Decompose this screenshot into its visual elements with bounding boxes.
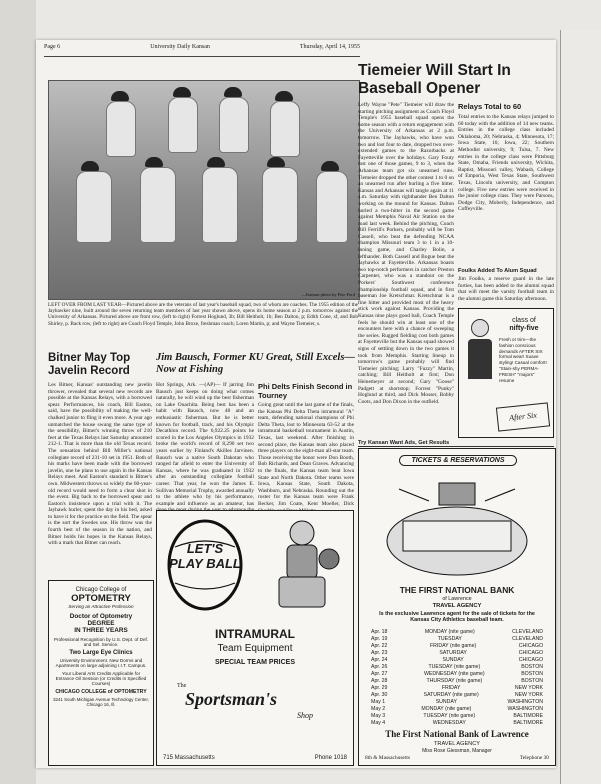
- schedule-date: May 4: [371, 720, 386, 726]
- schedule-date: Apr. 23: [371, 650, 388, 656]
- photo-credit: —Kansan photo by Pete Ford: [301, 292, 355, 297]
- bank-agency: TRAVEL AGENCY: [432, 603, 482, 609]
- bausch-story: Hot Springs, Ark. —(AP)— If jarring Jim Bausch just keeps on doing what comes naturally, he will wind up the best fisherman on Lake Ouachita. Being best has been a habit with Bausch, now 48 and an enthusiastic fisherman. But he is better known for football, track, and his Olympic Decathlon record. The 6,922.25 points he scored in the Los Angeles Olympics in 1932 broke the world's record of 8,290 set two years earlier by Finland's Akilles Jarvinen. Bausch was a native South Dakotan who ranged far afield to enter the University of Kansas, where he was graduated in 1932 after an outstanding collegiate football career. That year, he won the James E. Sullivan Memorial Trophy, awarded annually to the athlete who by his performance, example and influence as an amateur, has: [156, 382, 255, 507]
- bank-blurb: Is the exclusive Lawrence agent for the sale of tickets for the Kansas City Athletics baseball team.: [379, 611, 535, 623]
- schedule-team: CHICAGO: [518, 650, 543, 656]
- page-header: [44, 44, 360, 57]
- player-figure: [140, 167, 176, 243]
- schedule-day: WEDNESDAY (nite game): [424, 671, 485, 677]
- schedule-team: BALTIMORE: [513, 720, 543, 726]
- lets-play-ball-slogan: LET'S PLAY BALL: [169, 541, 241, 571]
- player-cap: [275, 91, 293, 101]
- player-cap: [207, 157, 225, 167]
- schedule-row: [371, 720, 543, 727]
- bank-ad: [358, 448, 556, 766]
- player-cap: [111, 91, 129, 101]
- catcher-illustration: [257, 515, 347, 615]
- player-cap: [267, 157, 285, 167]
- player-figure: [316, 171, 348, 243]
- bank-footer-title: The First National Bank of Lawrence: [385, 729, 529, 739]
- schedule-team: CLEVELAND: [512, 629, 543, 635]
- optometry-serving: Serving an Attractive Profession: [68, 604, 134, 609]
- schedule-team: NEW YORK: [514, 685, 543, 691]
- bitner-headline: Bitner May Top Javelin Record: [48, 352, 131, 377]
- after-six-ad: [458, 308, 554, 438]
- optometry-degree2: DEGREE: [87, 620, 115, 627]
- schedule-team: CHICAGO: [518, 643, 543, 649]
- schedule-date: Apr. 19: [371, 636, 388, 642]
- schedule-team: WASHINGTON: [507, 706, 543, 712]
- schedule-row: [371, 643, 543, 650]
- schedule-date: Apr. 28: [371, 678, 388, 684]
- optometry-accredited: Professional Recognition by U.S. Dept. of Def. and Sel. Service.: [53, 637, 149, 647]
- schedule-date: May 1: [371, 699, 386, 705]
- player-cap: [173, 87, 191, 97]
- schedule-row: [371, 699, 543, 706]
- tiemeier-story: Leffy Wayne "Pete" Tiemeier will draw the starting pitching assignment as Coach Floyd Temple's 1955 baseball squad opens the home season with a return engagement with the University of Arkansas at 2 p.m. tomorrow. The Jayhawks, who have won two and lost four to date, dropped two over-extended games to the Razorbacks at Fayetteville over the holidays. Gary Fouty lost one of those games, 9 to 3, when the Arkansas team got six unearned runs. Tiemeier dropped the other contest 1 to 0 on an unearned run after hurling a five hitter. Kansas and Arkansas will tangle again at 11 a.m. Saturday with righthander Ben Dalton working on the mound for Kansas. Dalton hurled a two-hitter in the second game against Memphis Naval Air Station on the road last week. Behind the pitching, Coach Bill Ferrill's Porkers, probably will be Tom Cassell, who beat the defending NCAA champion Missouri team 3 to 1 in a 10-inning game, and Charley Bolin, a lefthander. Both Cassell and Bogue beat the Jayhawks at Fayetteville. Arkansas boasts two top-notch performers in catcher Preston Carpenter, who was a standout on the Porkers' Southwest conference championship football squad, and in first baseman Joe Kretschmar. Kretschmar is a fine hitter and provided most of the heavy stick work against Kansas. Providing the Kansas nine plays good ball, Coach Temple feels he should win at least one of the encounters here with a chance of sweeping the series. Rugged fielding cost both games at Fayetteville but the Kansas squad showed signs of settling down in the two games it took from Memphis. Starting lineup in tomorrow's game probably will find Tiemeier pitching; Larry "Fuzzy" Martin, catching; Bill Heitholt at first; Don Heinemeyer at second; Gary "Goose" Padgett at shortstop; Forrest "Punky" Hoglund at third, and Dick Mosser, Bobby Coots, and Don Dixon in the outfield.: [358, 102, 454, 405]
- class-of-text: class of nifty-five: [509, 317, 539, 332]
- schedule-date: Apr. 18: [371, 629, 388, 635]
- schedule-day: MONDAY (nite game): [421, 706, 472, 712]
- tickets-banner: TICKETS & RESERVATIONS: [399, 455, 517, 466]
- schedule-team: WASHINGTON: [507, 699, 543, 705]
- schedule-date: Apr. 24: [371, 657, 388, 663]
- phidelts-headline: Phi Delts Finish Second in Tourney: [258, 382, 353, 400]
- bank-footer-agency: TRAVEL AGENCY: [433, 741, 480, 747]
- schedule-day: SUNDAY: [442, 657, 464, 663]
- player-figure: [76, 171, 112, 243]
- schedule-day: FRIDAY: [441, 685, 461, 691]
- player-cap: [321, 161, 339, 171]
- schedule-row: [371, 650, 543, 657]
- player-cap: [81, 161, 99, 171]
- issue-date: Thursday, April 14, 1955: [299, 44, 360, 50]
- optometry-clinics: Two Large Eye Clinics: [69, 650, 133, 656]
- sportsman-address: 715 Massachusetts: [163, 755, 215, 761]
- player-figure: [219, 97, 249, 153]
- phidelts-story: Going great until the last game of the finals, the Kansas Phi Delta Theta intramural "A" team, defending national champions of Phi Delta Theta, lost to Minnesota 63-52 at the intramural basketball tournament in Austin, Texas, last weekend. After finishing in second place, the Kansas team also placed three players on the eight-man all-star team. Those receiving the honor were Don Booth, Bob Richards, and Dean Graves. Advancing to the finals, the Kansas team beat Iowa State and North Dakota. Other teams were Iowa, Kansas State, South Dakota, Washburn, and Nebraska. Rounding out the roster for the Kansas team were Frank Becker, Jim Coate, Kent Moeller, Dick: [258, 402, 354, 507]
- bank-footer-phone: Telephone 30: [519, 755, 549, 761]
- schedule-day: SATURDAY (nite game): [423, 692, 479, 698]
- schedule-row: [371, 706, 543, 713]
- athletics-schedule: [371, 629, 543, 727]
- schedule-team: BOSTON: [521, 671, 543, 677]
- schedule-row: [371, 713, 543, 720]
- schedule-team: CHICAGO: [518, 657, 543, 663]
- player-cap: [224, 87, 242, 97]
- alumni-story: Jim Foulks, a reserve guard in the late forties, has been added to the alumni squad that will meet the varsity football team in the alumni game this Saturday afternoon.: [458, 276, 554, 302]
- schedule-day: THURSDAY (nite game): [426, 678, 483, 684]
- schedule-row: [371, 636, 543, 643]
- bitner-story: Les Bitner, Kansas' outstanding new javelin thrower, revealed that several new records are possible at the Kansas Relays, with a borrowed spear. Performances, his coach, Bill Easton, said, have the possibility of making the well-chalked junior to fling it even more. A year ago unmatched the house swung the same type of the sensibility, Bitner's winning throw of 210 feet at the Texas Relays last Saturday amounted 212-1. That is more than the old Texas record. The sensation behind Bill Miller's national collegiate record of 231-10 set in 1951. Both of his marks have been made with the borrowed javelin, one he plans to use again in the Kansas Relays meet. And Easton's standard is Bitner's own. Midwestern throws so widely the 60-year-old record would need to form a clear shot in the event. Big back to the borrowed spear and Easton's insistence upon a trial with it. The Jayhawk hurler, spent the day in his bed, asked to have it for the practice on the field. The spear is the sort the Swedes use. His throw was the fourth best of the season in the nation, and Bitner holds his hopes in the Kansas Relays, with a mark that Bitner can reach.: [48, 382, 152, 547]
- schedule-date: Apr. 26: [371, 664, 388, 670]
- optometry-credits: Your Liberal Arts Credits Applicable for Entrance Oil Session (or Credits in Specified Courses): [55, 671, 147, 686]
- schedule-date: Apr. 30: [371, 692, 388, 698]
- newspaper-page: [36, 40, 556, 768]
- schedule-date: Apr. 22: [371, 643, 388, 649]
- schedule-team: BOSTON: [521, 678, 543, 684]
- schedule-row: [371, 671, 543, 678]
- adjacent-page-edge: [560, 30, 601, 784]
- special-prices-line: SPECIAL TEAM PRICES: [215, 659, 295, 666]
- schedule-day: SUNDAY: [435, 699, 457, 705]
- optometry-ad: [48, 580, 154, 766]
- player-figure: [168, 97, 198, 153]
- optometry-degree1: Doctor of Optometry: [69, 613, 133, 620]
- player-figure: [106, 101, 136, 157]
- schedule-row: [371, 629, 543, 636]
- bank-footer-address: 8th & Massachusetts: [365, 755, 410, 761]
- schedule-team: NEW YORK: [514, 692, 543, 698]
- alumni-headline: Foulks Added To Alum Squad: [458, 268, 537, 274]
- schedule-day: TUESDAY: [437, 636, 462, 642]
- schedule-day: SATURDAY: [439, 650, 467, 656]
- player-figure: [270, 101, 300, 157]
- photo-caption: LEFT OVER FROM LAST YEAR—Pictured above are the veterans of last year's baseball squad, two of whom are coaches. The 1955 edition of the Jayhawker nine, built around the seven returning team members of last year shown above, opens its home season at 2 p.m. tomorrow against the University of Arkansas. Pictured above are front row, (left to right) Forrest Hoglund, 3b; Bill Heitholt, 1b; Ben Dalton, p; Edith Cone, sf, and Bob Shirley, p. Back row, (left to right) are Coach Floyd Temple, John Broxe, freshman coach; Loren Martin, p; and Wayne Tiemeier, s.: [48, 302, 358, 327]
- player-cap: [145, 157, 163, 167]
- schedule-row: [371, 664, 543, 671]
- relays-story: Total entries to the Kansas relays jumped to 60 today with the addition of 14 new teams. Entries in the college class included Oklahoma, 20; Nebraska, 4; Minnesota, 17; Iowa State, 16; Iowa, 22; Southern Methodist university, 9; Tulsa, 7. New entries in the college class were Pittsburg State, Omaha, Friends university, Wichita, Baptist, Missouri valley, Wabash, College of Emporia, West Texas State, Southwest Texas, Lincoln university, and Compton college. Five new entries were received in the junior college class. They were Parsons, Dodge City, Moberly, Independence, and Coffeyville.: [458, 114, 554, 213]
- paper-name: University Daily Kansan: [150, 44, 210, 50]
- schedule-day: TUESDAY (nite game): [428, 664, 481, 670]
- sportsman-phone: Phone 1018: [314, 755, 347, 761]
- want-ads-line: Try Kansan Want Ads, Get Results: [358, 440, 554, 447]
- schedule-row: [371, 692, 543, 699]
- optometry-address: 3241 South Michigan Avenue Technology Center, Chicago 16, Ill.: [53, 697, 149, 707]
- sportsman-ad: [156, 510, 354, 766]
- after-six-logo: After Six: [496, 402, 550, 431]
- schedule-date: Apr. 29: [371, 685, 388, 691]
- schedule-team: BOSTON: [521, 664, 543, 670]
- schedule-date: May 2: [371, 706, 386, 712]
- page-number: Page 6: [44, 44, 61, 50]
- bank-of: of Lawrence: [442, 596, 472, 602]
- bank-title: THE FIRST NATIONAL BANK: [399, 585, 515, 595]
- optometry-title1: Chicago College of: [75, 587, 127, 593]
- schedule-date: Apr. 27: [371, 671, 388, 677]
- tiemeier-headline: Tiemeier Will Start In Baseball Opener: [358, 62, 511, 97]
- schedule-day: FRIDAY (nite game): [430, 643, 477, 649]
- schedule-date: May 3: [371, 713, 386, 719]
- binding-gutter: [0, 0, 36, 784]
- bank-footer-contact: Miss Rose Giessman, Manager: [422, 748, 492, 754]
- player-figure: [262, 167, 298, 243]
- relays-headline: Relays Total to 60: [458, 102, 522, 111]
- man-illustration: [467, 319, 493, 379]
- after-six-copy: Fresh or trim—the fashion conscious demands AFTER SIX formal wear! Suave styling! Casual comfort! "Stain-shy PERMA-FRESH" "majors" resume: [499, 337, 547, 383]
- optometry-housing: University Environment. New Dorms and Apartments on large adjoining I.I.T. Campus.: [55, 658, 147, 668]
- schedule-day: MONDAY (nite game): [424, 629, 475, 635]
- schedule-row: [371, 678, 543, 685]
- bausch-headline: Jim Bausch, Former KU Great, Still Excels—Now at Fishing: [156, 352, 355, 375]
- team-equipment-line: Team Equipment: [217, 643, 293, 654]
- team-photo: [48, 80, 360, 300]
- schedule-team: CLEVELAND: [512, 636, 543, 642]
- optometry-degree3: IN THREE YEARS: [74, 627, 128, 634]
- optometry-title2: OPTOMETRY: [71, 593, 131, 604]
- schedule-day: TUESDAY (nite game): [423, 713, 476, 719]
- stadium-illustration: [379, 471, 535, 581]
- sportsman-logo: The Sportsman's Shop: [177, 683, 313, 720]
- schedule-row: [371, 657, 543, 664]
- intramural-line: INTRAMURAL: [215, 627, 295, 641]
- player-figure: [202, 167, 238, 243]
- schedule-row: [371, 685, 543, 692]
- optometry-footer: CHICAGO COLLEGE of OPTOMETRY: [55, 689, 147, 695]
- schedule-team: BALTIMORE: [513, 713, 543, 719]
- schedule-day: WEDNESDAY: [432, 720, 466, 726]
